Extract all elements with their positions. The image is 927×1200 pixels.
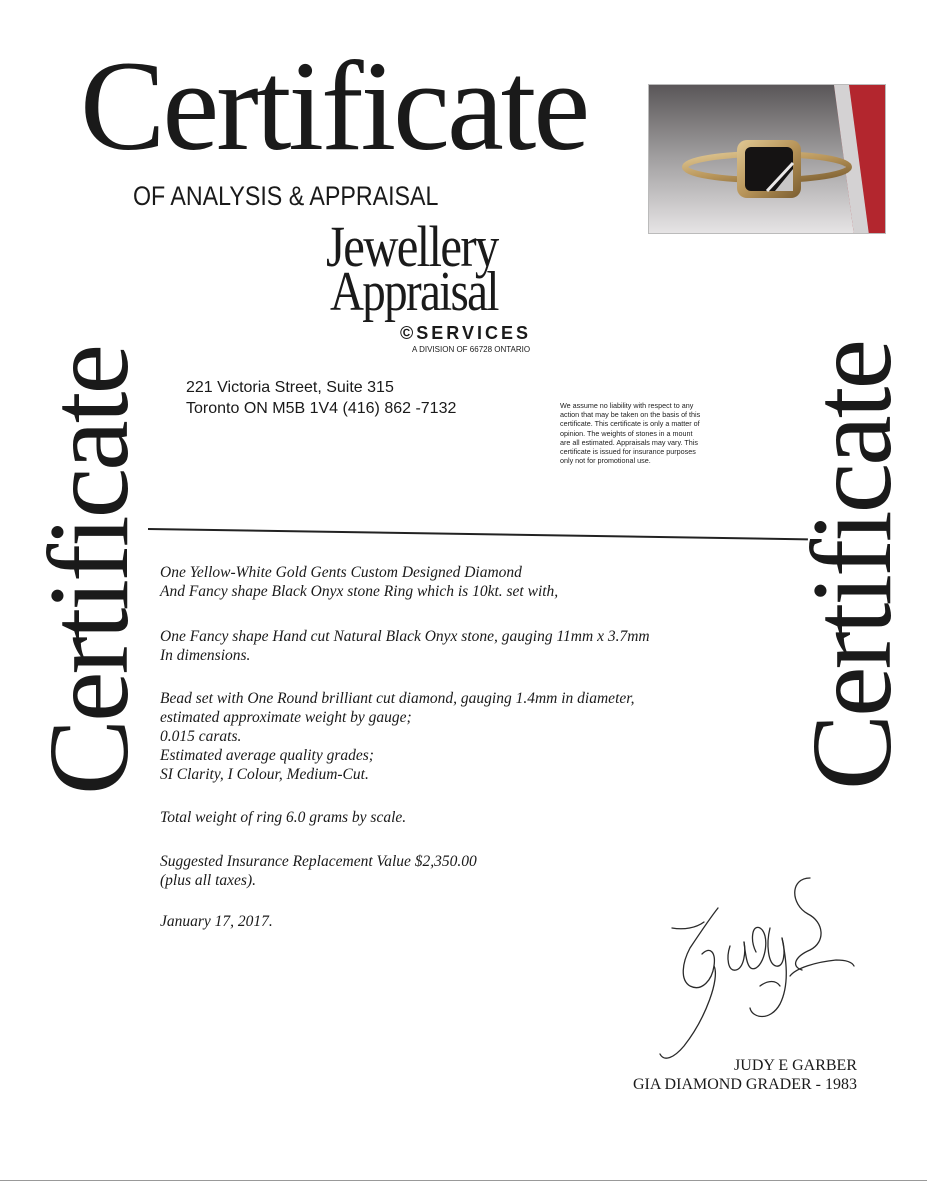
description-paragraph-3 — [160, 689, 800, 784]
brand-division: A DIVISION OF 66728 ONTARIO — [412, 345, 531, 354]
description-line: 0.015 carats. — [160, 728, 242, 745]
description-line: estimated approximate weight by gauge; — [160, 709, 412, 726]
insurance-value-line: Suggested Insurance Replacement Value $2,350.00 — [160, 853, 477, 870]
description-line: SI Clarity, I Colour, Medium-Cut. — [160, 766, 369, 783]
description-paragraph-1 — [160, 563, 800, 601]
total-weight: Total weight of ring 6.0 grams by scale. — [160, 809, 407, 826]
address-street: 221 Victoria Street, Suite 315 — [186, 379, 394, 396]
side-label-left: Certificate — [25, 346, 152, 795]
page-edge — [0, 1180, 927, 1181]
disclaimer-line: We assume no liability with respect to any — [560, 401, 694, 410]
side-label-right: Certificate — [788, 341, 915, 790]
signer-title: GIA DIAMOND GRADER - 1983 — [633, 1076, 857, 1093]
description-line: And Fancy shape Black Onyx stone Ring which is 10kt. set with, — [160, 583, 559, 600]
certificate-subtitle: OF ANALYSIS & APPRAISAL — [133, 181, 439, 211]
brand-name-line2: Appraisal — [330, 261, 498, 323]
signer-name: JUDY E GARBER — [734, 1057, 857, 1074]
signature-drawing — [640, 868, 870, 1078]
insurance-value-note: (plus all taxes). — [160, 872, 256, 889]
disclaimer-line: certificate. This certificate is only a matter of — [560, 419, 700, 429]
disclaimer-line: action that may be taken on the basis of this — [560, 410, 701, 420]
company-address — [186, 377, 456, 419]
section-divider — [148, 528, 808, 540]
disclaimer-line: only not for promotional use. — [560, 456, 651, 466]
disclaimer-line: are all estimated. Appraisals may vary. This — [560, 437, 698, 447]
liability-disclaimer — [560, 401, 770, 465]
brand-services: ©SERVICES — [400, 323, 531, 343]
ring-photo-illustration — [649, 85, 886, 234]
brand-name-line1: Jewellery — [326, 214, 498, 279]
certificate-title: Certificate — [80, 35, 588, 177]
description-paragraph-2 — [160, 627, 800, 665]
description-line: Estimated average quality grades; — [160, 747, 374, 764]
disclaimer-line: certificate is issued for insurance purposes — [560, 447, 696, 457]
handwritten-signature — [640, 868, 870, 1083]
description-line: In dimensions. — [160, 647, 251, 664]
disclaimer-line: opinion. The weights of stones in a mount — [560, 428, 693, 438]
ring-photo — [648, 84, 886, 234]
signer-block — [633, 1056, 857, 1094]
appraisal-date: January 17, 2017. — [160, 913, 273, 930]
description-line: Bead set with One Round brilliant cut diamond, gauging 1.4mm in diameter, — [160, 690, 635, 707]
description-line: One Fancy shape Hand cut Natural Black Onyx stone, gauging 11mm x 3.7mm — [160, 628, 650, 645]
address-city-phone: Toronto ON M5B 1V4 (416) 862 -7132 — [186, 400, 457, 417]
description-line: One Yellow-White Gold Gents Custom Designed Diamond — [160, 564, 522, 581]
